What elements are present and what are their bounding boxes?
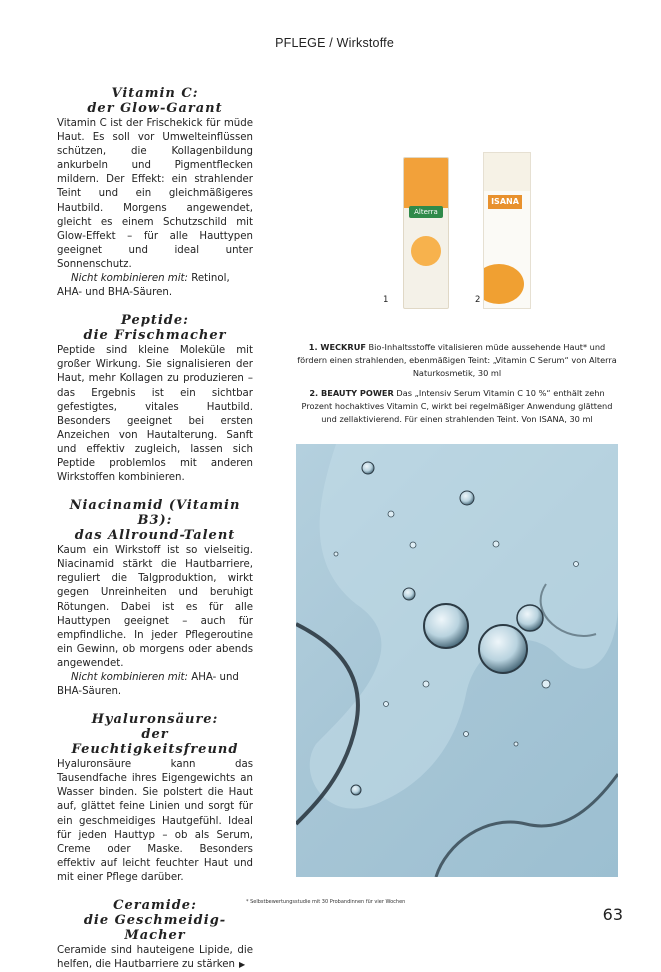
product-number: 1: [383, 295, 389, 305]
package-top: [484, 153, 530, 191]
section-subtitle: das Allround-Talent: [74, 528, 236, 544]
section-subtitle: die Geschmeidig-Macher: [83, 913, 227, 944]
section-title: Peptide:: [121, 313, 189, 329]
continue-arrow-icon: ▶: [239, 960, 246, 970]
serum-drops-illustration: [296, 444, 618, 877]
orange-fruit-graphic: [483, 264, 524, 304]
section-note: [57, 671, 253, 699]
note-label: Nicht kombinieren mit:: [71, 672, 188, 683]
section-subtitle: der Glow-Garant: [87, 101, 223, 116]
section-title: Niacinamid (Vitamin B3):: [69, 498, 241, 529]
section-body: Kaum ein Wirkstoff ist so vielseitig. Niacinamid stärkt die Hautbarriere, reguliert die Talgproduktion, wirkt gegen Unreinheiten und beruhigt Rötungen. Dabei ist es für alle Hauttypen geeignet – auch für empfindliche. In jeder Pflegeroutine ein Gewinn, ob morgens oder abends angewendet.: [57, 545, 253, 669]
orange-circle-graphic: [411, 236, 441, 266]
footnote: * Selbstbewertungsstudie mit 30 Probandinnen für vier Wochen: [246, 899, 406, 905]
product-images: [380, 152, 620, 312]
caption-lead: 2. BEAUTY POWER: [309, 388, 394, 398]
note-text: AHA- und BHA-Säuren.: [57, 672, 239, 698]
note-text: Retinol, AHA- und BHA-Säuren.: [57, 273, 230, 299]
caption-2: [296, 387, 618, 426]
section-note: [57, 272, 253, 300]
section-title: Ceramide:: [113, 898, 197, 914]
section-body: Vitamin C ist der Frischekick für müde Haut. Es soll vor Umwelteinflüssen schützen, die Kollagenbildung ankurbeln und Pigmentflecken mildern. Der Effekt: ein strahlender Teint und ein gleichmäßigeres Hautbild. Morgens angewendet, gleicht es einem Schutzschild mit Glow-Effekt – für alle Hauttypen geeignet und ideal unter Sonnenschutz.: [57, 118, 253, 270]
article-column: [57, 86, 253, 972]
serum-texture-photo: [296, 444, 618, 877]
product-number: 2: [475, 295, 481, 305]
section-body: Peptide sind kleine Moleküle mit großer Wirkung. Sie signalisieren der Haut, mehr Kollagen zu produzieren – das Ergebnis ist ein sichtbar gefestigtes, vitales Hautbild. Besonders geeignet bei ersten Anzeichen von Hautalterung. Sanft und effektiv zugleich, lassen sich Peptide problemlos mit anderen Wirkstoffen kombinieren.: [57, 345, 253, 484]
note-label: Nicht kombinieren mit:: [71, 273, 188, 285]
section-subtitle: der Feuchtigkeitsfreund: [71, 727, 239, 758]
caption-text: Bio-Inhaltsstoffe vitalisieren müde aussehende Haut* und fördern einen strahlenden, ebenmäßigen Teint: „Vitamin C Serum“ von Alterra Naturkosmetik, 30 ml: [297, 342, 617, 378]
section-body-text: Ceramide sind hauteigene Lipide, die helfen, die Hautbarriere zu stärken: [57, 945, 253, 971]
product-captions: [296, 341, 618, 433]
caption-lead: 1. WECKRUF: [308, 342, 366, 352]
product-isana-serum: [483, 152, 531, 309]
caption-1: [296, 341, 618, 380]
product-alterra-serum: [403, 157, 449, 309]
section-subtitle: die Frischmacher: [83, 328, 227, 344]
brand-label: Alterra: [409, 206, 443, 218]
section-body: Hyaluronsäure kann das Tausendfache ihres Eigengewichts an Wasser binden. Sie polstert die Haut auf, glättet feine Linien und sorgt für ein geschmeidiges Hautgefühl. Ideal für jeden Hauttyp – ob als Serum, Creme oder Maske. Besonders effektiv auf leicht feuchter Haut und mit einer Pflege darüber.: [57, 759, 253, 883]
page-number: 63: [602, 905, 623, 924]
section-title: Hyaluronsäure:: [91, 712, 219, 728]
bottle-cap: [404, 158, 448, 208]
section-title: Vitamin C:: [111, 86, 199, 101]
caption-text: Das „Intensiv Serum Vitamin C 10 %“ enthält zehn Prozent hochaktives Vitamin C, wirkt bei regelmäßiger Anwendung glättend und zellaktivierend. Für einen strahlenden Teint. Von ISANA, 30 ml: [301, 388, 613, 424]
section-body: [57, 944, 253, 972]
section-header: PFLEGE / Wirkstoffe: [275, 36, 394, 50]
brand-label: ISANA: [488, 195, 522, 209]
